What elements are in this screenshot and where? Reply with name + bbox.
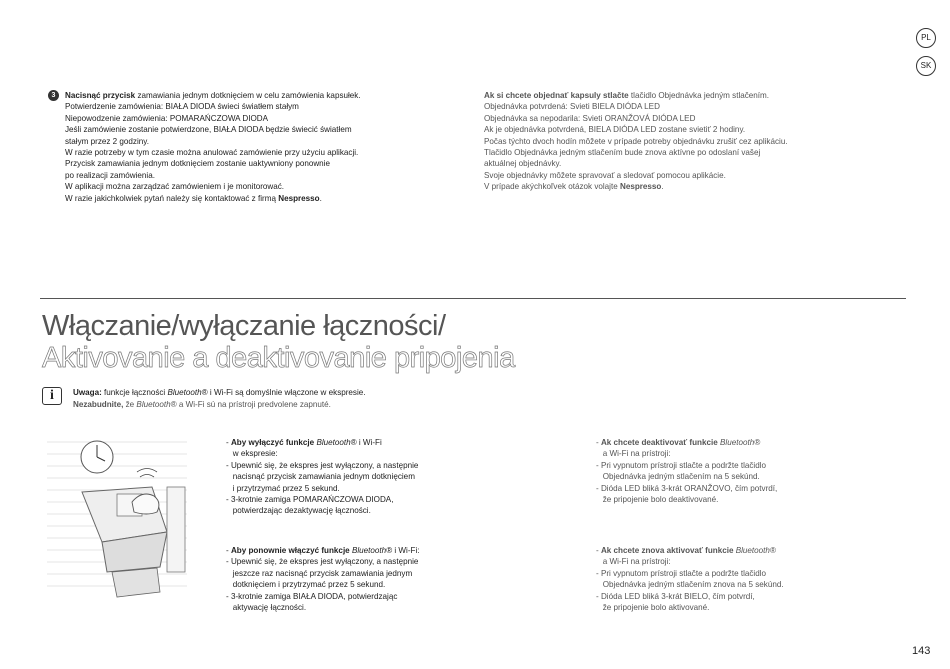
text-run: - (226, 546, 231, 555)
text-line (226, 437, 486, 448)
pl-disable-instructions (226, 437, 486, 517)
text-run: Niepowodzenie zamówienia: POMARAŃCZOWA DIODA (65, 113, 269, 123)
text-line (484, 124, 884, 135)
sk-enable-lines (596, 545, 896, 613)
text-line (226, 579, 486, 590)
section-divider (40, 298, 906, 299)
text-run: a Wi-Fi sú na prístroji predvolene zapnuté. (176, 400, 331, 409)
text-run: Ak si chcete objednať kapsuly stlačte (484, 91, 629, 100)
text-line (73, 399, 573, 410)
text-run: Svoje objednávky môžete spravovať a sledovať pomocou aplikácie. (484, 170, 726, 180)
text-run: - Upewnić się, że ekspres jest wyłączony, a następnie (226, 460, 419, 470)
text-run: a Wi-Fi na prístroji: (596, 449, 671, 459)
text-line (596, 460, 896, 471)
text-run: Objednávka jedným stlačením na 5 sekúnd. (596, 472, 760, 482)
text-run: Ak chcete znova aktivovať funkcie (600, 546, 736, 555)
text-line (596, 591, 896, 602)
text-run: Bluetooth® (735, 546, 776, 555)
text-run: Bluetooth® (720, 438, 761, 447)
text-run: dotknięciem i przytrzymać przez 5 sekund. (226, 580, 386, 590)
text-run: Bluetooth® (167, 388, 208, 397)
text-run: W aplikacji można zarządzać zamówieniem i je monitorować. (65, 182, 285, 192)
lang-badge-pl: PL (916, 28, 936, 48)
text-run: i Wi-Fi są domyślnie włączone w ekspresie. (207, 388, 366, 397)
text-run: w ekspresie: (226, 449, 278, 459)
text-line (65, 193, 445, 204)
text-run: aktywację łączności. (226, 603, 307, 613)
page-number: 143 (912, 645, 931, 657)
text-run: Uwaga: (73, 388, 102, 397)
note-sk (73, 399, 573, 410)
text-line (73, 387, 573, 398)
section-heading-pl: Włączanie/wyłączanie łączności/ (42, 310, 446, 342)
text-line (226, 460, 486, 471)
text-line (226, 483, 486, 494)
step-number-badge: 3 (48, 90, 59, 101)
text-run: i przytrzymać przez 5 sekund. (226, 483, 340, 493)
pl-disable-lines (226, 437, 486, 517)
text-line (596, 568, 896, 579)
text-run: - Dióda LED bliká 3-krát ORANŽOVO, čím potvrdí, (596, 483, 778, 493)
text-run: po realizacji zamówienia. (65, 170, 155, 180)
text-run: že pripojenie bolo deaktivované. (596, 495, 719, 505)
text-run: stałym przez 2 godziny. (65, 136, 149, 146)
text-line (226, 602, 486, 613)
text-line (596, 494, 896, 505)
text-run: V prípade akýchkoľvek otázok volajte (484, 182, 620, 192)
text-line (226, 556, 486, 567)
text-run: Przycisk zamawiania jednym dotknięciem zostanie uaktywniony ponownie (65, 159, 330, 169)
step-3-pl-lines (65, 90, 445, 204)
note-pl-lines (73, 387, 573, 398)
text-run: Potwierdzenie zamówienia: BIAŁA DIODA świeci światłem stałym (65, 102, 299, 112)
step-3-pl (51, 90, 445, 204)
text-run: - 3-krotnie zamiga BIAŁA DIODA, potwierdzając (226, 591, 398, 601)
text-run: Aby wyłączyć funkcje (230, 438, 317, 447)
text-run: - (596, 546, 601, 555)
text-line (596, 471, 896, 482)
text-line (226, 568, 486, 579)
pl-enable-lines (226, 545, 486, 613)
text-line (226, 545, 486, 556)
text-line (226, 471, 486, 482)
text-run: Bluetooth® (316, 438, 357, 447)
text-run: W razie potrzeby w tym czasie można anulować zamówienie przy użyciu aplikacji. (65, 148, 359, 158)
sk-disable-instructions (596, 437, 896, 505)
text-line (65, 124, 445, 135)
coffee-machine-illustration (42, 432, 192, 602)
text-run: aktuálnej objednávky. (484, 159, 562, 169)
text-run: i Wi-Fi (356, 438, 382, 447)
text-run: W razie jakichkolwiek pytań należy się kontaktować z firmą (65, 193, 279, 203)
text-run: že pripojenie bolo aktivované. (596, 603, 710, 613)
text-line (226, 591, 486, 602)
text-line (65, 90, 445, 101)
text-run: . (319, 193, 322, 203)
text-run: Ak chcete deaktivovať funkcie (600, 438, 720, 447)
text-run: Nespresso (278, 193, 320, 203)
text-line (484, 158, 884, 169)
text-run: Jeśli zamówienie zostanie potwierdzone, BIAŁA DIODA będzie świecić światłem (65, 125, 352, 135)
text-run: že (123, 400, 137, 409)
text-run: funkcje łączności (101, 388, 168, 397)
text-run: Objednávka jedným stlačením znova na 5 sekúnd. (596, 580, 784, 590)
text-line (65, 181, 445, 192)
text-line (596, 602, 896, 613)
text-run: Aby ponownie włączyć funkcje (230, 546, 352, 555)
text-run: - (596, 438, 601, 447)
text-line (484, 181, 884, 192)
text-line (65, 113, 445, 124)
text-line (596, 579, 896, 590)
section-heading-sk: Aktivovanie a deaktivovanie pripojenia (42, 342, 515, 374)
lang-badge-sk: SK (916, 56, 936, 76)
text-line (226, 505, 486, 516)
text-run: - Pri vypnutom prístroji stlačte a podržte tlačidlo (596, 460, 767, 470)
text-line (65, 158, 445, 169)
text-run: potwierdzając dezaktywację łączności. (226, 506, 371, 516)
text-run: Objednávka potvrdená: Svieti BIELA DIÓDA LED (484, 102, 660, 112)
text-line (596, 448, 896, 459)
text-line (65, 170, 445, 181)
text-line (596, 483, 896, 494)
text-run: Nacisnąć przycisk (65, 91, 136, 100)
text-run: Bluetooth® (136, 400, 177, 409)
text-run: . (661, 182, 664, 192)
text-line (484, 101, 884, 112)
step-3-sk-lines (484, 90, 884, 193)
text-run: - (226, 438, 231, 447)
text-run: Nespresso (619, 182, 662, 192)
text-run: zamawiania jednym dotknięciem w celu zamówienia kapsułek. (135, 91, 361, 100)
text-run: - Pri vypnutom prístroji stlačte a podržte tlačidlo (596, 568, 767, 578)
text-run: Ak je objednávka potvrdená, BIELA DIÓDA LED zostane svietiť 2 hodiny. (484, 125, 746, 135)
text-run: Bluetooth® (351, 546, 393, 555)
text-run: Objednávka sa nepodarila: Svieti ORANŽOVÁ DIÓDA LED (484, 113, 696, 123)
text-run: a Wi-Fi na prístroji: (596, 557, 671, 567)
text-line (65, 101, 445, 112)
text-run: jeszcze raz nacisnąć przycisk zamawiania jednym (226, 568, 413, 578)
text-line (484, 136, 884, 147)
text-line (596, 545, 896, 556)
text-run: - Dióda LED bliká 3-krát BIELO, čím potvrdí, (596, 591, 755, 601)
text-line (596, 437, 896, 448)
text-run: - 3-krotnie zamiga POMARAŃCZOWA DIODA, (226, 495, 394, 505)
text-run: tlačidlo Objednávka jedným stlačením. (628, 91, 770, 100)
text-run: nacisnąć przycisk zamawiania jednym dotknięciem (226, 472, 415, 482)
text-line (484, 113, 884, 124)
sk-disable-lines (596, 437, 896, 505)
pl-enable-instructions (226, 545, 486, 613)
text-line (226, 448, 486, 459)
text-run: Nezabudnite, (73, 400, 124, 409)
text-line (484, 147, 884, 158)
info-icon: i (42, 387, 62, 405)
text-line (484, 170, 884, 181)
text-line (65, 136, 445, 147)
text-line (596, 556, 896, 567)
text-line (484, 90, 884, 101)
text-line (226, 494, 486, 505)
text-line (65, 147, 445, 158)
text-run: i Wi-Fi: (392, 546, 420, 555)
step-3-sk (484, 90, 884, 193)
text-run: Počas týchto dvoch hodín môžete v prípade potreby objednávku zrušiť cez aplikáciu. (484, 136, 788, 146)
note-pl (73, 387, 573, 398)
text-run: - Upewnić się, że ekspres jest wyłączony, a następnie (226, 557, 419, 567)
sk-enable-instructions (596, 545, 896, 613)
note-sk-lines (73, 399, 573, 410)
text-run: Tlačidlo Objednávka jedným stlačením bude znova aktívne po odoslaní vašej (484, 148, 761, 158)
